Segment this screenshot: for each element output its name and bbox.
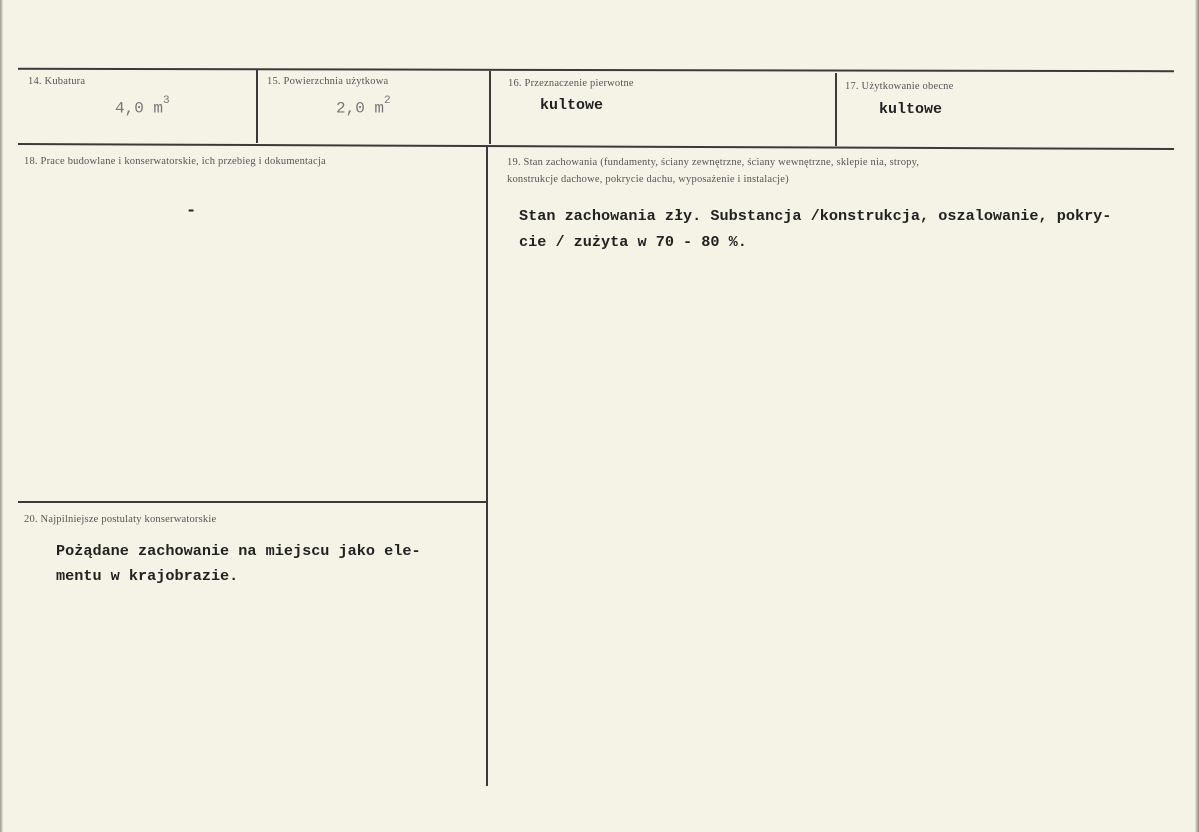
field-19-value-line-1: Stan zachowania zły. Substancja /konstrukcja, oszalowanie, pokry- <box>519 207 1112 225</box>
field-20-value-line-2: mentu w krajobrazie. <box>56 567 239 585</box>
top-row-top-border <box>18 68 1174 72</box>
divider-15-16 <box>489 71 491 144</box>
field-14-value <box>115 95 170 118</box>
field-20-label: 20. Najpilniejsze postulaty konserwatorskie <box>24 514 217 525</box>
section-18-bottom-border <box>18 501 486 503</box>
field-19-label-line-2: konstrukcje dachowe, pokrycie dachu, wyposażenie i instalacje) <box>507 174 789 185</box>
field-16-value: kultowe <box>540 97 604 114</box>
field-18-value: - <box>186 202 197 221</box>
field-18-label: 18. Prace budowlane i konserwatorskie, ich przebieg i dokumentacja <box>24 156 326 167</box>
top-row-bottom-border <box>18 143 1174 150</box>
scan-edge-right <box>1195 0 1199 832</box>
field-17-label: 17. Użytkowanie obecne <box>845 81 954 92</box>
field-15-value-exponent: 2 <box>384 95 391 107</box>
field-14-label: 14. Kubatura <box>28 76 86 87</box>
field-19-label-line-1: 19. Stan zachowania (fundamenty, ściany zewnętrzne, ściany wewnętrzne, sklepie nia, stropy, <box>507 157 920 168</box>
field-15-value <box>336 95 391 118</box>
field-20-value-line-1: Pożądane zachowanie na miejscu jako ele- <box>56 542 421 560</box>
field-16-label: 16. Przeznaczenie pierwotne <box>508 78 634 89</box>
divider-14-15 <box>256 70 258 143</box>
field-14-value-text: 4,0 m <box>115 99 164 118</box>
divider-left-right-column <box>486 146 488 786</box>
field-15-value-text: 2,0 m <box>336 99 385 118</box>
field-15-label: 15. Powierzchnia użytkowa <box>267 76 389 87</box>
divider-16-17 <box>835 73 837 146</box>
field-14-value-exponent: 3 <box>163 95 170 107</box>
scan-edge-left <box>0 0 3 832</box>
field-17-value: kultowe <box>879 101 943 118</box>
field-19-value-line-2: cie / zużyta w 70 - 80 %. <box>519 233 747 251</box>
